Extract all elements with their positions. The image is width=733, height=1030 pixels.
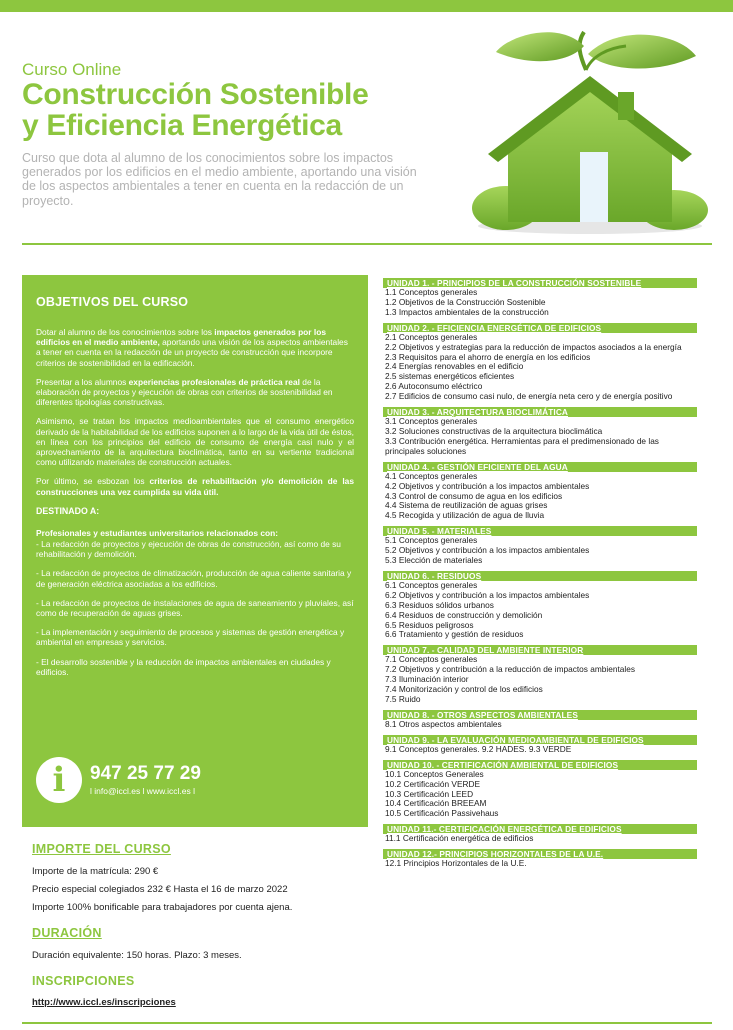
- unit-title: UNIDAD 1. - PRINCIPIOS DE LA CONSTRUCCIÓN SOSTENIBLE: [383, 278, 697, 288]
- unit-title: UNIDAD 10. - CERTIFICACIÓN AMBIENTAL DE EDIFICIOS: [383, 760, 697, 770]
- unit-item: 9.1 Conceptos generales. 9.2 HADES. 9.3 VERDE: [385, 743, 572, 754]
- unit-item: 2.5 sistemas energéticos eficientes: [385, 371, 515, 382]
- unit-item: 7.1 Conceptos generales: [385, 654, 478, 665]
- unit-item: 5.1 Conceptos generales: [385, 535, 478, 546]
- course-title-line-1: Construcción Sostenible: [22, 78, 369, 111]
- unit-item: 2.1 Conceptos generales: [385, 331, 478, 342]
- unit-block: [383, 571, 697, 640]
- unit-item: 2.3 Requisitos para el ahorro de energía en los edificios: [385, 351, 591, 362]
- contact-web: l info@iccl.es l www.iccl.es l: [90, 786, 195, 796]
- objectives-p4-text-a: Por último, se esbozan los: [36, 476, 150, 487]
- unit-item: 10.5 Certificación Passivehaus: [385, 808, 499, 819]
- objectives-p1-text-c: aportando una visión de los aspectos ambientales a tener en cuenta en la redacción de un proyecto de construcción que incorpore criterios de sostenibilidad en la edificación.: [36, 337, 348, 368]
- unit-item: 7.4 Monitorización y control de los edificios: [385, 684, 543, 695]
- objectives-paragraph-1: [36, 327, 354, 368]
- unit-item: 10.1 Conceptos Generales: [385, 768, 484, 779]
- unit-item: 7.5 Ruido: [385, 694, 421, 704]
- green-house-illustration: [468, 26, 713, 236]
- destinado-item-2: - La redacción de proyectos de climatización, producción de agua caliente sanitaria y de generación eléctrica asociadas a los edificios.: [36, 568, 352, 589]
- course-intro: Curso que dota al alumno de los conocimientos sobre los impactos generados por los edificios en el medio ambiente, aportando una visión de los aspectos ambientales a tener en cuenta en la redacción de un proyecto.: [22, 151, 417, 208]
- destinado-item-3: - La redacción de proyectos de instalaciones de agua de saneamiento y pluviales, así como de recuperación de aguas grises.: [36, 597, 354, 619]
- destinado-title: DESTINADO A:: [36, 505, 100, 516]
- objectives-panel: [22, 275, 368, 827]
- header-divider: [22, 243, 712, 245]
- unit-item: 1.3 Impactos ambientales de la construcción: [385, 306, 549, 317]
- unit-item: 10.2 Certificación VERDE: [385, 778, 480, 789]
- unit-item: 6.4 Residuos de construcción y demolición: [385, 609, 543, 620]
- phone-number: 947 25 77 29: [90, 763, 201, 784]
- unit-item: 7.3 Iluminación interior: [385, 674, 469, 685]
- destinado-item-4: - La implementación y seguimiento de procesos y sistemas de gestión energética y ambiental en empresas y servicios.: [36, 627, 345, 648]
- importe-line-1: Importe de la matrícula: 290 €: [32, 866, 159, 877]
- unit-item: 11.1 Certificación energética de edificios: [385, 833, 534, 844]
- unit-block: [383, 526, 697, 566]
- importe-line-3: Importe 100% bonificable para trabajadores por cuenta ajena.: [32, 902, 293, 913]
- unit-item: 6.3 Residuos sólidos urbanos: [385, 599, 494, 610]
- unit-title: UNIDAD 8. - OTROS ASPECTOS AMBIENTALES: [383, 710, 697, 720]
- objectives-paragraph-3: Asimismo, se tratan los impactos medioambientales que el consumo energético derivado de la habitabilidad de los edificios suponen a lo largo de la vida útil de éstos, en línea con los principios del edificio de consumo de energía casi nulo y el aprovechamiento de la arquitectura bioclimática, tanto en su vertiente tradicional como utilizando materiales de construcción actuales.: [36, 416, 354, 468]
- unit-block: [383, 710, 697, 730]
- contact-block: [36, 757, 201, 803]
- importe-title: IMPORTE DEL CURSO: [32, 842, 171, 856]
- unit-item: 4.1 Conceptos generales: [385, 470, 478, 481]
- unit-item: 6.2 Objetivos y contribución a los impactos ambientales: [385, 589, 590, 600]
- unit-title: UNIDAD 9. - LA EVALUACIÓN MEDIOAMBIENTAL DE EDIFICIOS: [383, 735, 697, 745]
- unit-block: [383, 278, 697, 318]
- unit-item: 4.3 Control de consumo de agua en los edificios: [385, 490, 563, 501]
- objectives-paragraph-2: [36, 377, 354, 408]
- unit-item: 2.2 Objetivos y estrategias para la reducción de impactos asociados a la energía: [385, 341, 682, 352]
- price-section: [32, 842, 362, 1008]
- objectives-p2-text-c: de la elaboración de proyectos y ejecución de obras con criterios de sostenibilidad en diferentes tipologías constructivas.: [36, 376, 333, 408]
- unit-item: 5.3 Elección de materiales: [385, 555, 483, 566]
- unit-item: 3.3 Contribución energética. Herramientas para el predimensionado de las principales soluciones: [385, 435, 659, 456]
- unit-item: 3.2 Soluciones constructivas de la arquitectura bioclimática: [385, 425, 603, 436]
- unit-title: UNIDAD 12.- PRINCIPIOS HORIZONTALES DE LA U.E.: [383, 849, 697, 859]
- unit-item: 5.2 Objetivos y contribución a los impactos ambientales: [385, 545, 590, 556]
- unit-item: 10.4 Certificación BREEAM: [385, 798, 487, 809]
- unit-item: 4.2 Objetivos y contribución a los impactos ambientales: [385, 480, 590, 491]
- destinado-item-5: - El desarrollo sostenible y la reducción de impactos ambientales en ciudades y edificios.: [36, 656, 331, 677]
- unit-title: UNIDAD 3. - ARQUITECTURA BIOCLIMÁTICA: [383, 407, 697, 417]
- unit-title: UNIDAD 2. - EFICIENCIA ENERGÉTICA DE EDIFICIOS: [383, 323, 697, 333]
- objectives-p1-bold: impactos generados por los edificios en el medio ambiente,: [36, 327, 326, 348]
- unit-item: 6.1 Conceptos generales: [385, 579, 478, 590]
- unit-item: 1.2 Objetivos de la Construcción Sostenible: [385, 296, 546, 307]
- unit-block: [383, 407, 697, 457]
- course-kicker: Curso Online: [22, 60, 122, 79]
- unit-item: 10.3 Certificación LEED: [385, 788, 474, 799]
- destinado-lead-text: Profesionales y estudiantes universitarios relacionados con:: [36, 527, 279, 538]
- unit-item: 8.1 Otros aspectos ambientales: [385, 718, 502, 729]
- unit-block: [383, 824, 697, 844]
- unit-title: UNIDAD 4. - GESTIÓN EFICIENTE DEL AGUA: [383, 462, 697, 472]
- objectives-p1-text-a: Dotar al alumno de los conocimientos sobre los: [36, 327, 215, 337]
- unit-block: [383, 849, 697, 869]
- unit-item: 2.6 Autoconsumo eléctrico: [385, 381, 483, 392]
- top-accent-bar: [0, 0, 733, 12]
- objectives-p4-bold: criterios de rehabilitación y/o demolición de las construcciones una vez cumplida su vida útil.: [36, 476, 354, 497]
- unit-block: [383, 462, 697, 522]
- contact-text: [90, 763, 201, 797]
- unit-title: UNIDAD 11.- CERTIFICACIÓN ENERGÉTICA DE EDIFICIOS: [383, 824, 697, 834]
- duracion-line-1: Duración equivalente: 150 horas. Plazo: 3 meses.: [32, 950, 242, 961]
- footer-divider: [22, 1022, 712, 1024]
- course-header: [22, 60, 462, 208]
- inscripciones-title: INSCRIPCIONES: [32, 974, 135, 988]
- unit-item: 2.7 Edificios de consumo casi nulo, de energía neta cero y de energía positivo: [385, 391, 673, 402]
- unit-title: UNIDAD 7. - CALIDAD DEL AMBIENTE INTERIOR: [383, 645, 697, 655]
- unit-item: 12.1 Principios Horizontales de la U.E.: [385, 858, 527, 869]
- unit-item: 4.4 Sistema de reutilización de aguas grises: [385, 500, 548, 511]
- objectives-p2-bold: experiencias profesionales de práctica real: [128, 376, 300, 387]
- unit-block: [383, 645, 697, 705]
- unit-block: [383, 735, 697, 755]
- unit-title: UNIDAD 5. - MATERIALES: [383, 526, 697, 536]
- unit-item: 3.1 Conceptos generales: [385, 416, 478, 427]
- unit-item: 2.4 Energías renovables en el edificio: [385, 361, 524, 372]
- unit-block: [383, 760, 697, 820]
- importe-line-2: Precio especial colegiados 232 € Hasta el 16 de marzo 2022: [32, 884, 288, 895]
- inscripciones-link[interactable]: http://www.iccl.es/inscripciones: [32, 997, 176, 1008]
- course-units-list: [383, 278, 697, 874]
- destinado-lead: [36, 528, 354, 538]
- unit-title: UNIDAD 6. - RESIDUOS: [383, 571, 697, 581]
- unit-item: 6.5 Residuos peligrosos: [385, 619, 474, 630]
- unit-item: 6.6 Tratamiento y gestión de residuos: [385, 629, 524, 640]
- objectives-paragraph-4: [36, 476, 354, 496]
- unit-item: 7.2 Objetivos y contribución a la reducción de impactos ambientales: [385, 664, 635, 675]
- objectives-p2-text-a: Presentar a los alumnos: [36, 376, 129, 387]
- info-icon: i: [36, 757, 82, 803]
- destinado-item-1: - La redacción de proyectos y ejecución de obras de construcción, así como de su rehabilitación y demolición.: [36, 539, 341, 560]
- course-title-line-2: y Eficiencia Energética: [22, 109, 342, 142]
- unit-item: 1.1 Conceptos generales: [385, 287, 478, 297]
- unit-item: 4.5 Recogida y utilización de agua de lluvia: [385, 510, 545, 521]
- objectives-title: OBJETIVOS DEL CURSO: [36, 295, 189, 309]
- unit-block: [383, 323, 697, 402]
- duracion-title: DURACIÓN: [32, 926, 102, 940]
